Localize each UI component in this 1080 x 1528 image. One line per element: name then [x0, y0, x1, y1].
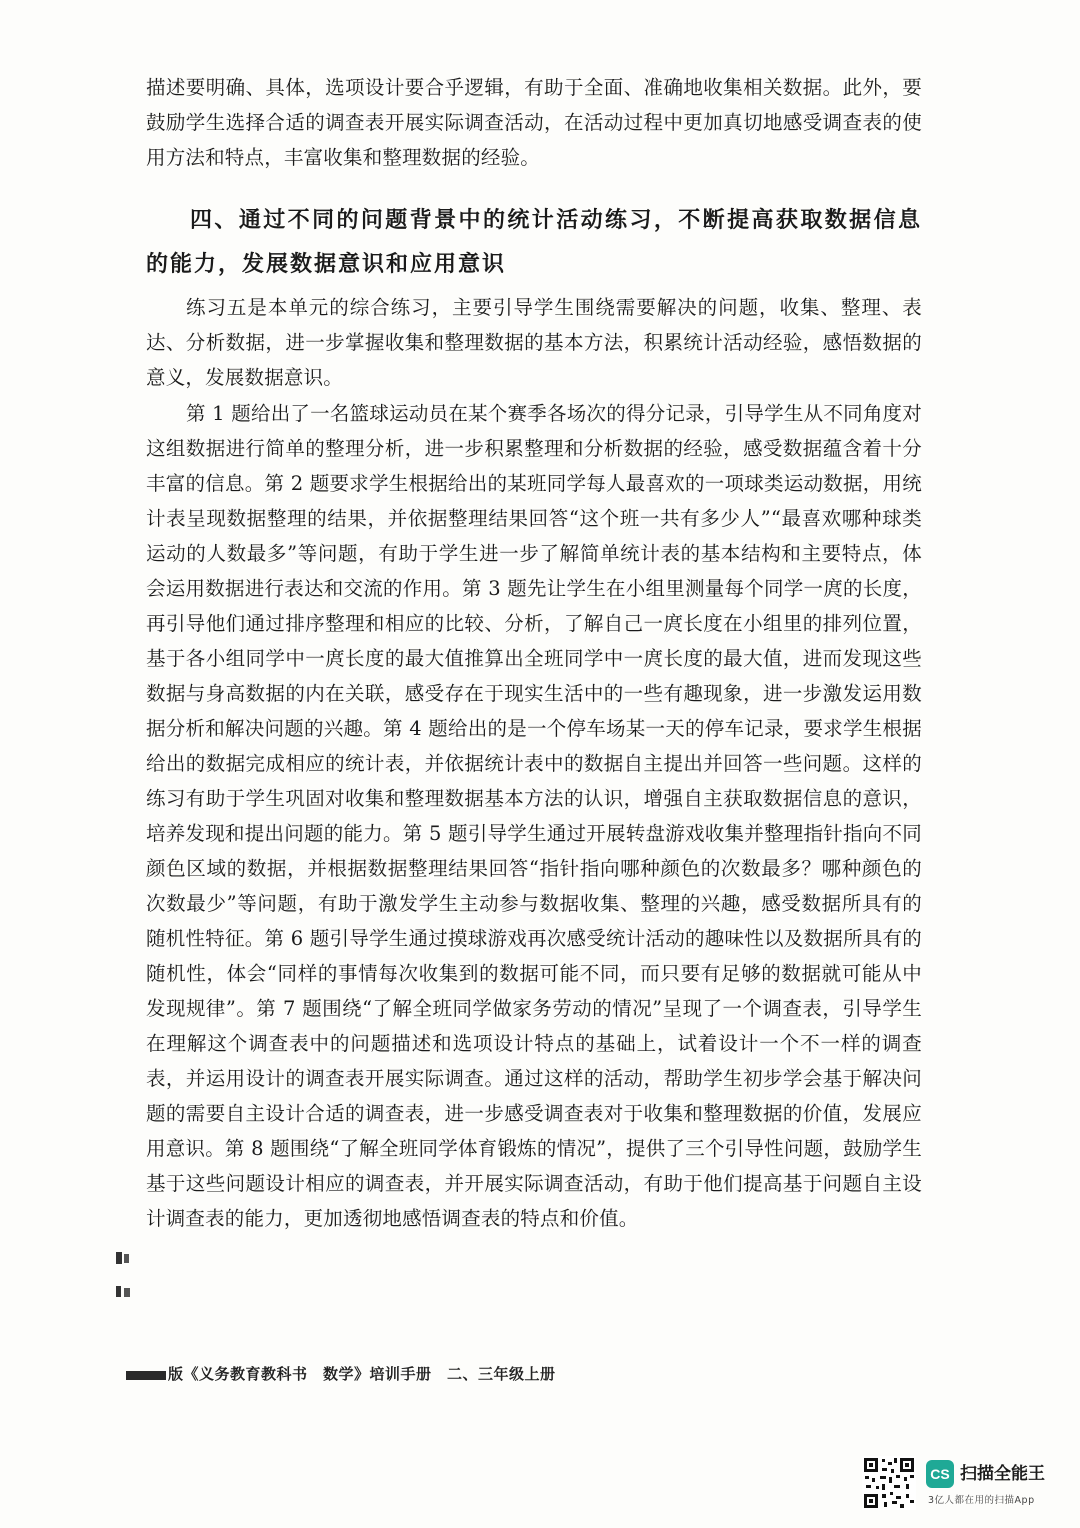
footer-ink-mark — [126, 1371, 166, 1380]
brand-name: 扫描全能王 — [960, 1464, 1045, 1484]
section-heading: 四、通过不同的问题背景中的统计活动练习，不断提高获取数据信息的能力，发展数据意识和应用意识 — [146, 207, 922, 277]
qr-code-icon — [862, 1456, 916, 1510]
brand-tagline: 3亿人都在用的扫描App — [928, 1495, 1035, 1506]
paragraph-exercise-overview: 练习五是本单元的综合练习，主要引导学生围绕需要解决的问题，收集、整理、表达、分析数据，进一步掌握收集和整理数据的基本方法，积累统计活动经验，感悟数据的意义，发展数据意识。 — [146, 296, 922, 389]
margin-scan-marks — [114, 1246, 134, 1306]
camscanner-watermark — [862, 1456, 1072, 1512]
footer-text: 版《义务教育教科书 数学》培训手册 二、三年级上册 — [168, 1365, 556, 1383]
camscanner-logo-icon: CS — [926, 1460, 954, 1488]
page-footer — [126, 1363, 556, 1384]
paragraph-intro-continuation: 描述要明确、具体，选项设计要合乎逻辑，有助于全面、准确地收集相关数据。此外，要鼓励学生选择合适的调查表开展实际调查活动，在活动过程中更加真切地感受调查表的使用方法和特点，丰富收集和整理数据的经验。 — [146, 76, 922, 169]
paragraph-exercise-details: 第 1 题给出了一名篮球运动员在某个赛季各场次的得分记录，引导学生从不同角度对这组数据进行简单的整理分析，进一步积累整理和分析数据的经验，感受数据蕴含着十分丰富的信息。第 2 题要求学生根据给出的某班同学每人最喜欢的一项球类运动数据，用统计表呈现数据整理的结果，并依据整理结果回答“这个班一共有多少人”“最喜欢哪种球类运动的人数最多”等问题，有助于学生进一步了解简单统计表的基本结构和主要特点，体会运用数据进行表达和交流的作用。第 3 题先让学生在小组里测量每个同学一庹的长度，再引导他们通过排序整理和相应的比较、分析，了解自己一庹长度在小组里的排列位置，基于各小组同学中一庹长度的最大值推算出全班同学中一庹长度的最大值，进而发现这些数据与身高数据的内在关联，感受存在于现实生活中的一些有趣现象，进一步激发运用数据分析和解决问题的兴趣。第 4 题给出的是一个停车场某一天的停车记录，要求学生根据给出的数据完成相应的统计表，并依据统计表中的数据自主提出并回答一些问题。这样的练习有助于学生巩固对收集和整理数据基本方法的认识，增强自主获取数据信息的意识，培养发现和提出问题的能力。第 5 题引导学生通过开展转盘游戏收集并整理指针指向不同颜色区域的数据，并根据数据整理结果回答“指针指向哪种颜色的次数最多？哪种颜色的次数最少”等问题，有助于激发学生主动参与数据收集、整理的兴趣，感受数据所具有的随机性特征。第 6 题引导学生通过摸球游戏再次感受统计活动的趣味性以及数据所具有的随机性，体会“同样的事情每次收集到的数据可能不同，而只要有足够的数据就可能从中发现规律”。第 7 题围绕“了解全班同学做家务劳动的情况”呈现了一个调查表，引导学生在理解这个调查表中的问题描述和选项设计特点的基础上，试着设计一个不一样的调查表，并运用设计的调查表开展实际调查。通过这样的活动，帮助学生初步学会基于解决问题的需要自主设计合适的调查表，进一步感受调查表对于收集和整理数据的价值，发展应用意识。第 8 题围绕“了解全班同学体育锻炼的情况”，提供了三个引导性问题，鼓励学生基于这些问题设计相应的调查表，并开展实际调查活动，有助于他们提高基于问题自主设计调查表的能力，更加透彻地感悟调查表的特点和价值。 — [146, 402, 922, 1230]
